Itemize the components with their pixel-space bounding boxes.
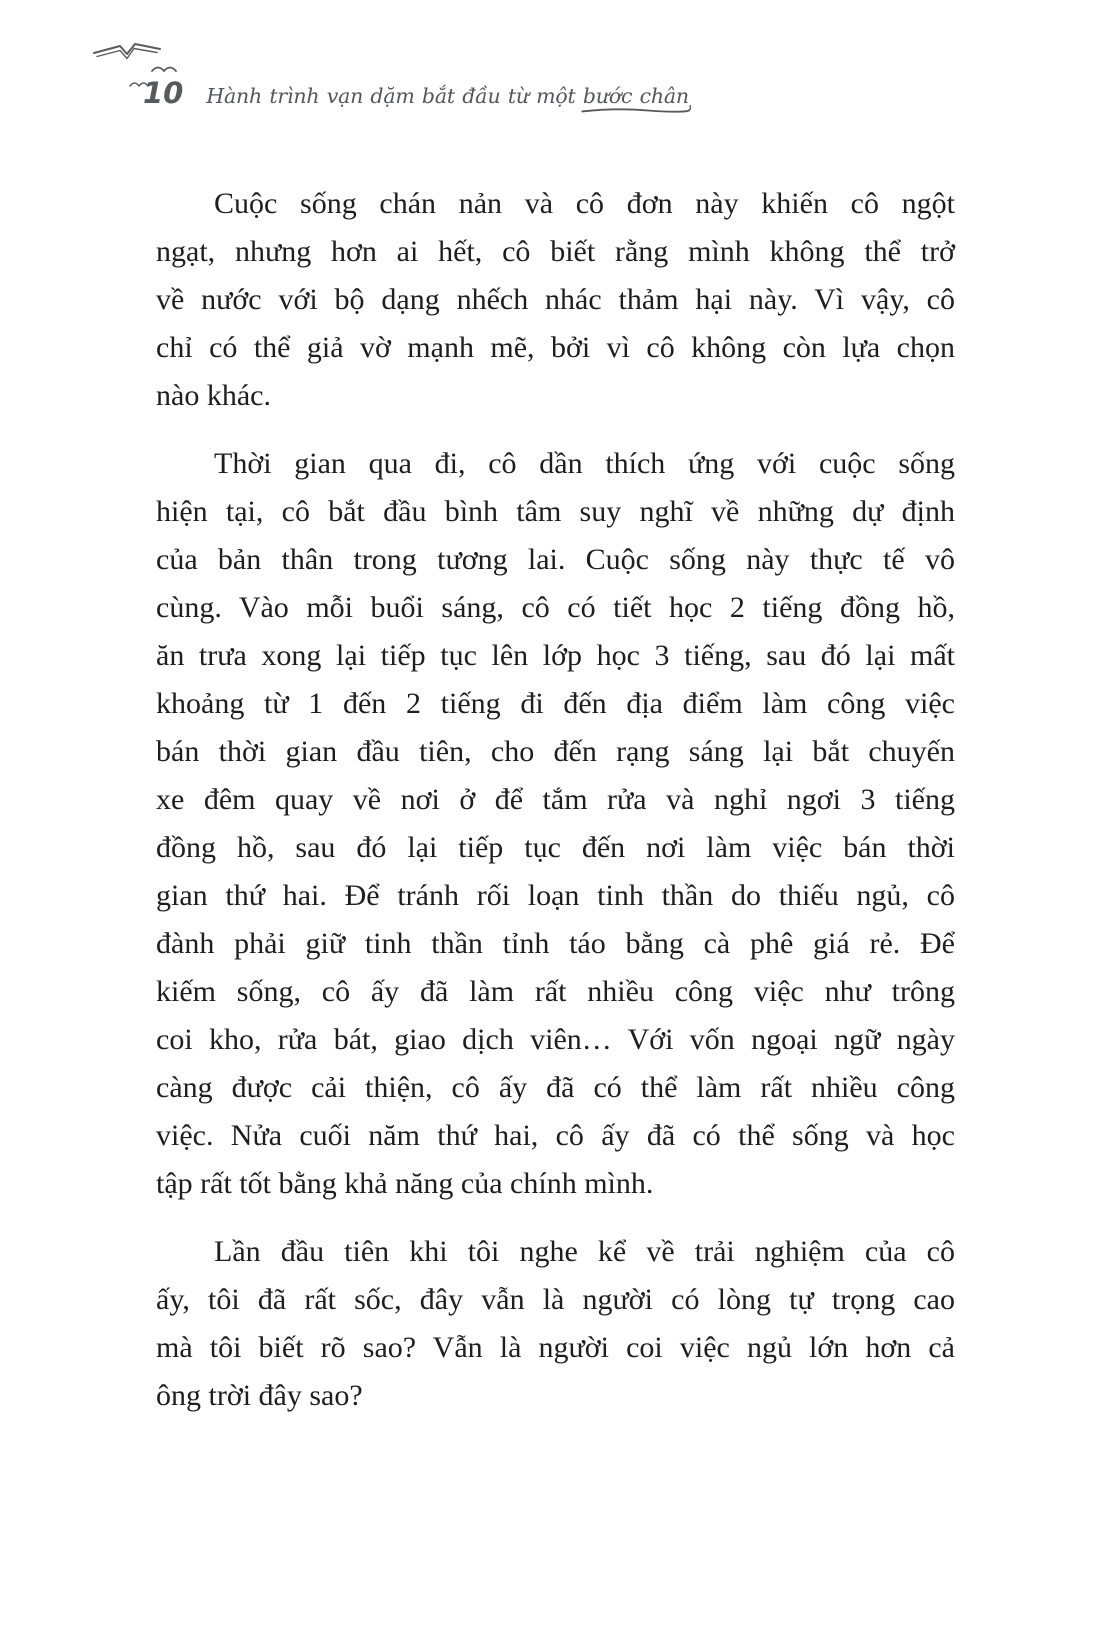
text-line: xe đêm quay về nơi ở để tắm rửa và nghỉ ngơi 3 tiếng <box>156 783 955 816</box>
text-line: bán thời gian đầu tiên, cho đến rạng sáng lại bắt chuyến <box>156 735 955 768</box>
text-line: ông trời đây sao? <box>156 1379 363 1412</box>
text-line: kiếm sống, cô ấy đã làm rất nhiều công việc như trông <box>156 975 955 1008</box>
text-line: đành phải giữ tinh thần tỉnh táo bằng cà phê giá rẻ. Để <box>156 927 955 960</box>
page-body <box>156 180 955 1440</box>
text-line: ngạt, nhưng hơn ai hết, cô biết rằng mình không thể trở <box>156 235 955 268</box>
text-line: về nước với bộ dạng nhếch nhác thảm hại này. Vì vậy, cô <box>156 283 955 316</box>
text-line: đồng hồ, sau đó lại tiếp tục đến nơi làm việc bán thời <box>156 831 955 864</box>
text-line: Cuộc sống chán nản và cô đơn này khiến cô ngột <box>214 187 955 220</box>
underline-swash-icon <box>580 104 694 117</box>
text-line: coi kho, rửa bát, giao dịch viên… Với vốn ngoại ngữ ngày <box>156 1023 955 1056</box>
paragraph <box>156 440 955 1208</box>
text-line: mà tôi biết rõ sao? Vẫn là người coi việc ngủ lớn hơn cả <box>156 1331 955 1364</box>
text-line: Lần đầu tiên khi tôi nghe kể về trải nghiệm của cô <box>214 1235 955 1268</box>
text-line: càng được cải thiện, cô ấy đã có thể làm rất nhiều công <box>156 1071 955 1104</box>
text-line: hiện tại, cô bắt đầu bình tâm suy nghĩ về những dự định <box>156 495 955 528</box>
text-line: ấy, tôi đã rất sốc, đây vẫn là người có lòng tự trọng cao <box>156 1283 955 1316</box>
bird-large-icon <box>94 44 160 59</box>
bird-medium-icon <box>152 68 176 72</box>
paragraph <box>156 180 955 420</box>
text-line: cùng. Vào mỗi buổi sáng, cô có tiết học 2 tiếng đồng hồ, <box>156 591 955 624</box>
paragraph <box>156 1228 955 1420</box>
text-line: nào khác. <box>156 379 271 412</box>
running-title <box>206 84 689 108</box>
running-title-text: Hành trình vạn dặm bắt đầu từ một <box>206 84 583 108</box>
text-line: Thời gian qua đi, cô dần thích ứng với cuộc sống <box>214 447 955 480</box>
text-line: tập rất tốt bằng khả năng của chính mình. <box>156 1167 654 1200</box>
text-line: khoảng từ 1 đến 2 tiếng đi đến địa điểm làm công việc <box>156 687 955 720</box>
text-line: của bản thân trong tương lai. Cuộc sống này thực tế vô <box>156 543 955 576</box>
text-line: việc. Nửa cuối năm thứ hai, cô ấy đã có thể sống và học <box>156 1119 955 1152</box>
text-line: ăn trưa xong lại tiếp tục lên lớp học 3 tiếng, sau đó lại mất <box>156 639 955 672</box>
text-line: chỉ có thể giả vờ mạnh mẽ, bởi vì cô không còn lựa chọn <box>156 331 955 364</box>
page-number: 10 <box>143 76 184 110</box>
page-header <box>143 76 689 110</box>
text-line: gian thứ hai. Để tránh rối loạn tinh thần do thiếu ngủ, cô <box>156 879 955 912</box>
running-title-underlined <box>583 84 689 108</box>
running-title-underlined-text: bước chân <box>582 84 689 108</box>
